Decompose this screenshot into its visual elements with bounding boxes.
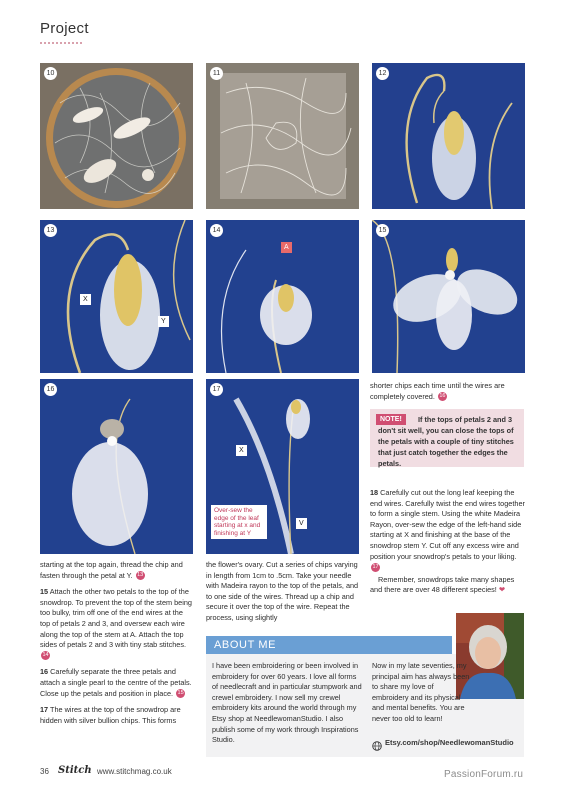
step-number: 18 <box>370 488 379 497</box>
step-number-badge: 11 <box>210 67 223 80</box>
photo-ref-badge: 14 <box>42 652 49 659</box>
marker-x: X <box>80 294 91 305</box>
text-column-2 <box>206 560 361 630</box>
photo-ref-badge: 15 <box>177 690 184 697</box>
step-number-badge: 14 <box>210 224 223 237</box>
note-text: If the tops of petals 2 and 3 don't sit well, you can close the tops of the petals with a couple of tiny stitches that just catch together the edges the petals. <box>378 415 514 468</box>
step-number: 15 <box>40 587 49 597</box>
photo-step-13 <box>40 220 193 373</box>
photo-ref-badge: 17 <box>372 563 379 570</box>
photo-step-10 <box>40 63 193 209</box>
step-17-continued: the flower's ovary. Cut a series of chips varying in length from 1cm to .5cm. Take your needle with Madeira rayon to the top of the petals, and to one side of the wires. Thread up a chip and secure it over the top of the wire. Repeat the process, using slightly <box>206 560 359 622</box>
text-column-3-top <box>370 381 525 408</box>
photo-step-12 <box>372 63 525 209</box>
website-link[interactable]: Etsy.com/shop/NeedlewomanStudio <box>385 738 514 747</box>
photo-step-11 <box>206 63 359 209</box>
marker-y: Y <box>158 316 169 327</box>
step-16-text: Carefully separate the three petals and attach a single pearl to the centre of the petals. Close up the petals and position in place. <box>40 667 192 698</box>
about-me-left-text <box>212 661 362 752</box>
about-me-bio: I have been embroidering or been involved in embroidery for over 60 years. I love all forms of needlecraft and in particular stumpwork and crewel embroidery. I now sell my crewel embroidery kits around the world through my Etsy shop at NeedlewomanStudio. I also publish some of my work through Inspirations Studio. <box>212 661 362 745</box>
step-number-badge: 16 <box>44 383 57 396</box>
step-18-text: Carefully cut out the long leaf keeping the end wires. Carefully twist the end wires together to form a single stem. Using the white Madeira Rayon, over-sew the edge of the left-hand side starting at X and finishing at the base of the snowdrop stem Y. Cut off any excess wire and position your snowdrop's petals to your liking. <box>370 488 525 561</box>
magazine-url[interactable]: www.stitchmag.co.uk <box>97 767 172 776</box>
step-number-badge: 10 <box>44 67 57 80</box>
title-underline <box>40 42 82 44</box>
marker-v: V <box>296 518 307 529</box>
photo-step-14 <box>206 220 359 373</box>
step-number: 16 <box>40 667 49 677</box>
photo-step-17 <box>206 379 359 554</box>
step-17-end: shorter chips each time until the wires are completely covered. <box>370 381 505 401</box>
marker-x: X <box>236 445 247 456</box>
about-me-heading: ABOUT ME <box>214 639 277 651</box>
photo-callout: Over-sew the edge of the leaf starting at x and finishing at Y <box>211 505 267 539</box>
step-number-badge: 12 <box>376 67 389 80</box>
about-me-heading-bar <box>206 636 452 654</box>
step-number: 17 <box>40 705 49 715</box>
photo-step-15 <box>372 220 525 373</box>
note-tag: NOTE! <box>376 414 406 425</box>
photo-ref-badge: 13 <box>137 572 144 579</box>
note-box <box>370 409 524 467</box>
step-number-badge: 13 <box>44 224 57 237</box>
page-number: 36 <box>40 767 49 776</box>
step-15-text: Attach the other two petals to the top of the snowdrop. To prevent the top of the stem being too bulky, trim off one of the end wires at the top of petals 2 and 3, and oversew each wire along the top of the stem at A. Attach the top sides of petals 2 and 3 with tiny stab stitches. <box>40 587 192 650</box>
remember-text: Remember, snowdrops take many shapes and there are over 48 different species! <box>370 574 515 595</box>
heart-icon: ❤ <box>498 585 505 595</box>
step-number-badge: 15 <box>376 224 389 237</box>
intro-text: starting at the top again, thread the chip and fasten through the petal at Y. <box>40 560 183 580</box>
photo-step-16 <box>40 379 193 554</box>
magazine-logo: Stitch <box>58 765 92 776</box>
watermark: PassionForum.ru <box>444 769 524 780</box>
section-title: Project <box>40 20 89 37</box>
globe-icon <box>372 738 382 748</box>
step-number-badge: 17 <box>210 383 223 396</box>
step-17-text: The wires at the top of the snowdrop are hidden with silver bullion chips. This forms <box>40 705 181 725</box>
text-column-3 <box>370 488 525 602</box>
about-me-aim: Now in my late seventies, my principal aim has always been to share my love of embroidery and its physical and mental benefits. You are never too old to learn! <box>372 661 470 723</box>
about-me-right-text <box>372 661 472 731</box>
photo-ref-badge: 16 <box>439 393 446 400</box>
marker-a: A <box>281 242 292 253</box>
text-column-1 <box>40 560 195 732</box>
